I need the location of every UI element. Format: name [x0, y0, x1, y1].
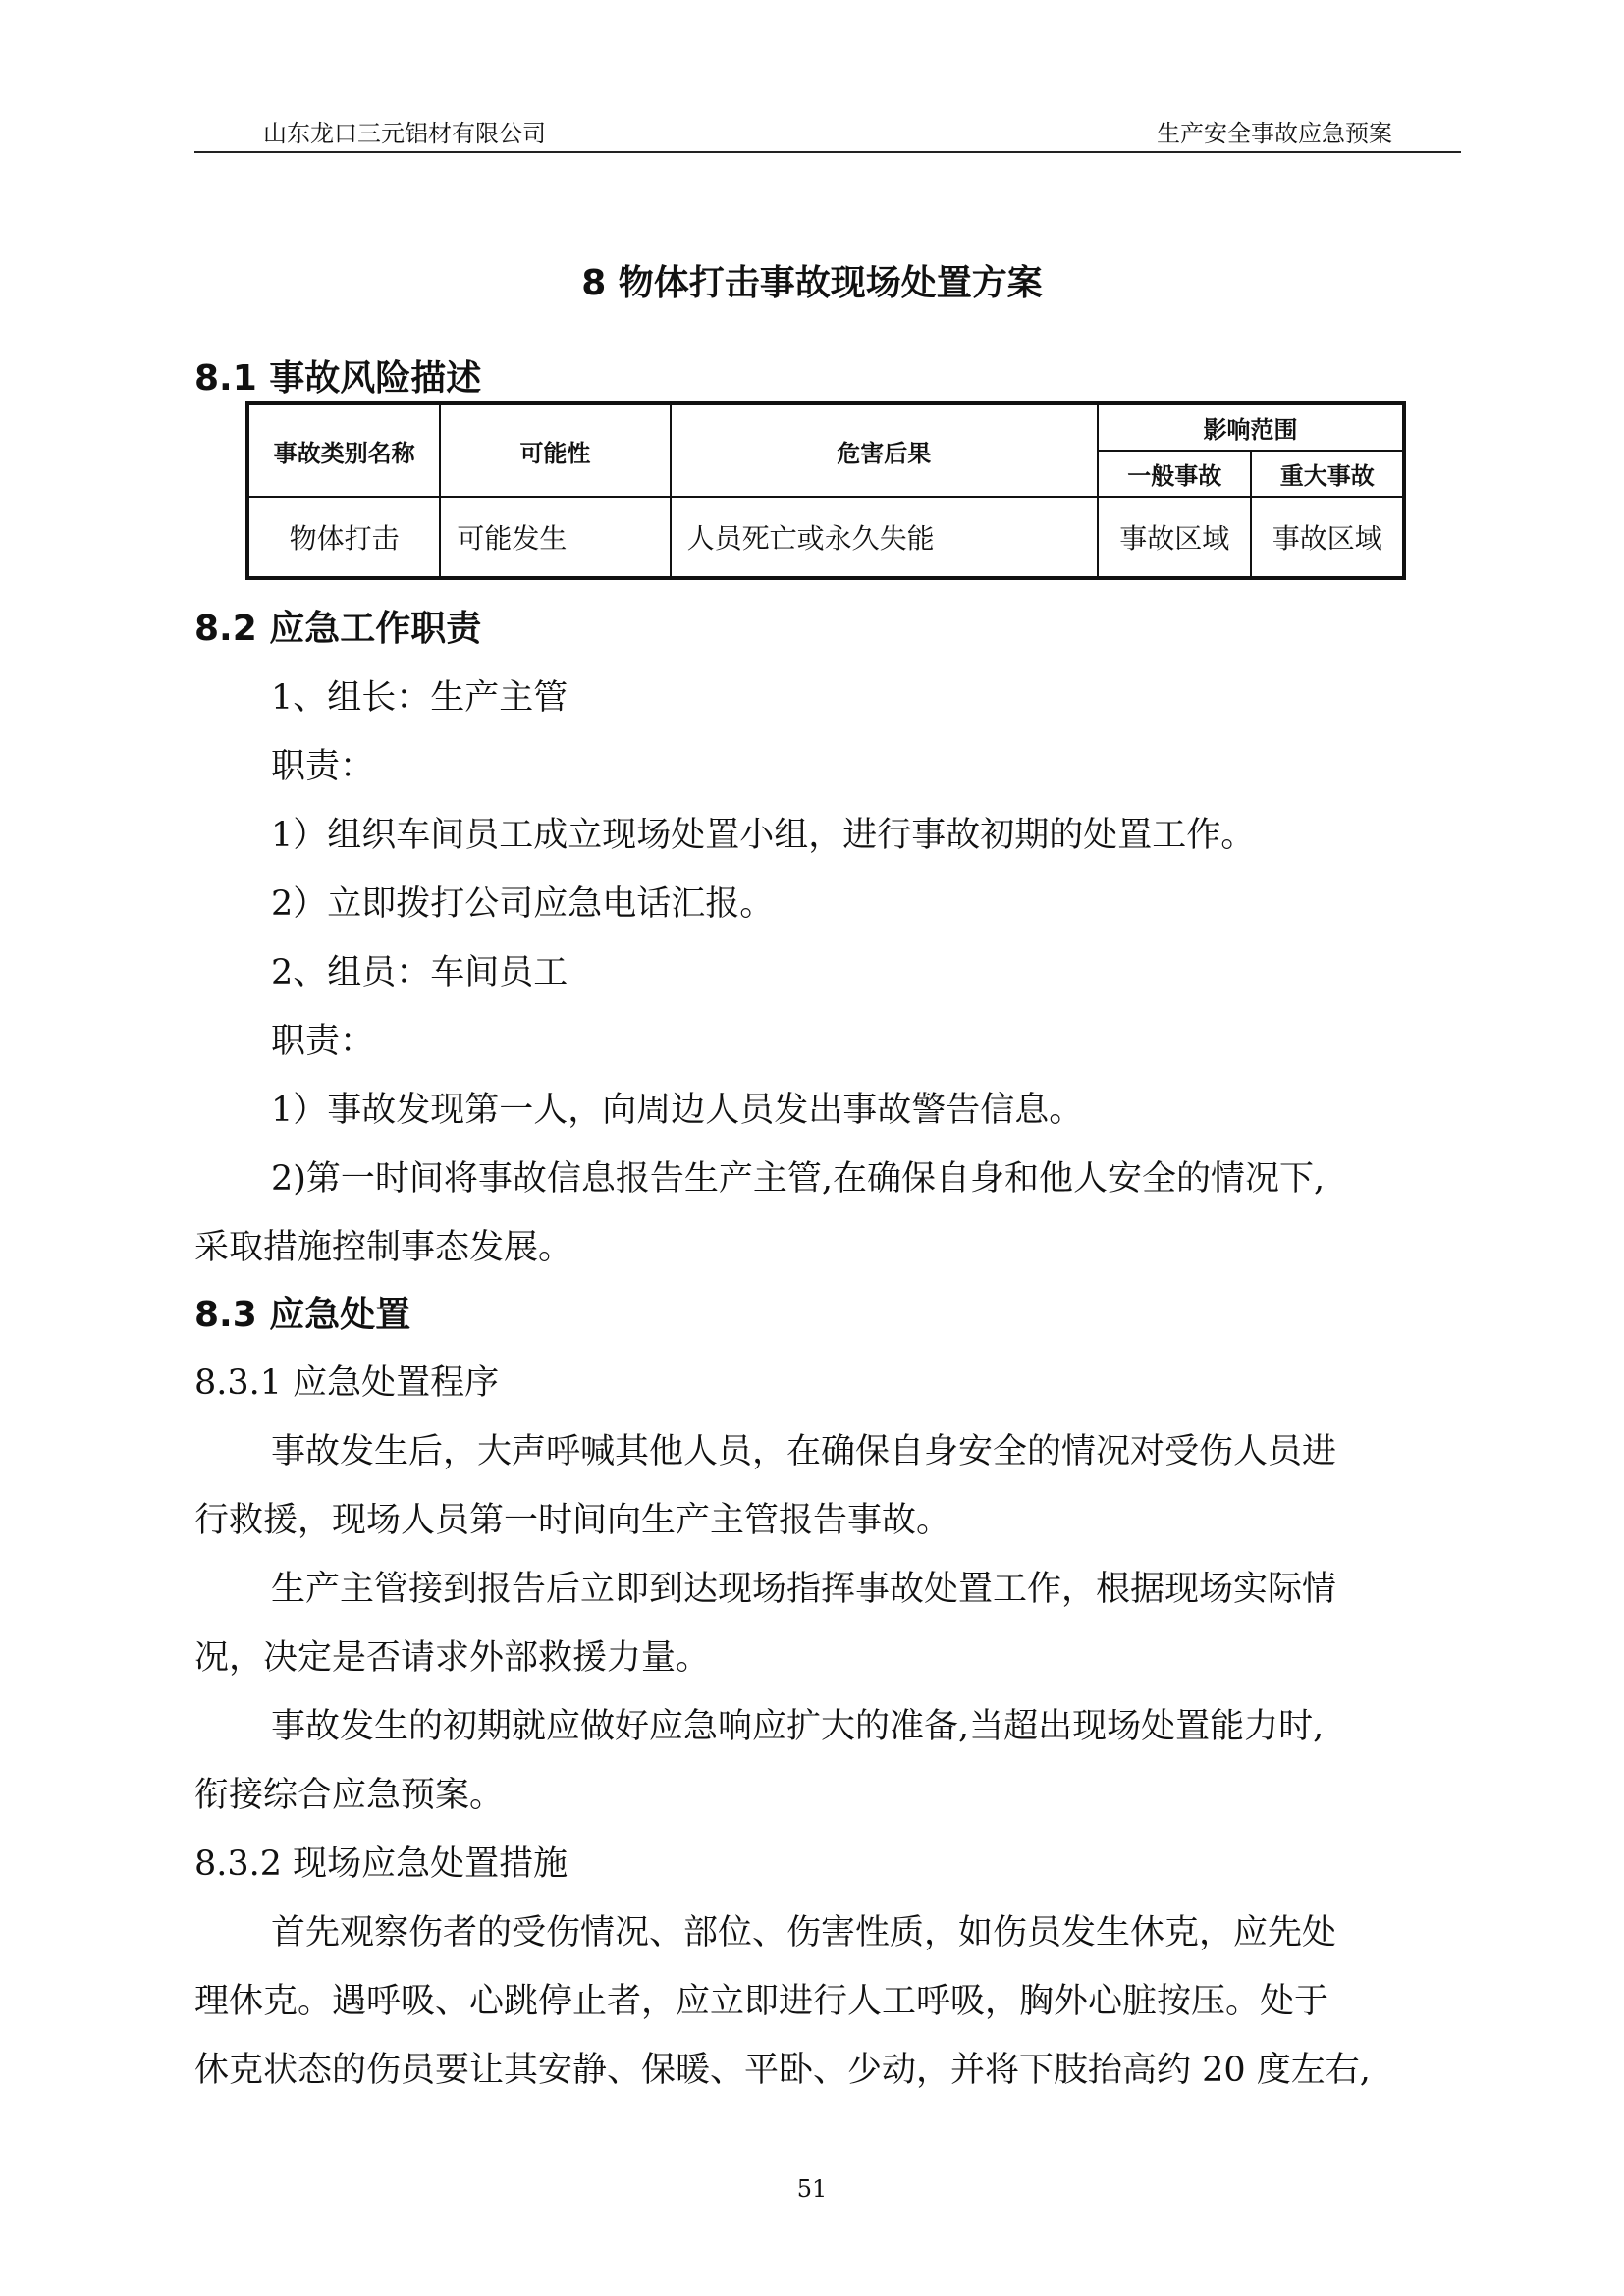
heading-8-3: 8.3 应急处置 [194, 1295, 411, 1335]
paragraph-line: 行救援，现场人员第一时间向生产主管报告事故。 [194, 1501, 951, 1540]
cell-type: 物体打击 [247, 497, 440, 578]
heading-8-2: 8.2 应急工作职责 [194, 609, 482, 649]
paragraph-line: 职责： [271, 1022, 375, 1061]
col-header-general: 一般事故 [1098, 451, 1251, 497]
subheading-8-3-1: 8.3.1 应急处置程序 [194, 1363, 500, 1403]
cell-possibility: 可能发生 [440, 497, 670, 578]
paragraph-line: 事故发生后，大声呼喊其他人员，在确保自身安全的情况对受伤人员进 [271, 1432, 1337, 1471]
page-number: 51 [796, 2175, 828, 2203]
table-row [247, 497, 1404, 578]
paragraph-line: 2）立即拨打公司应急电话汇报。 [271, 884, 775, 924]
paragraph-line: 职责： [271, 747, 375, 786]
cell-general: 事故区域 [1098, 497, 1251, 578]
company-name: 山东龙口三元铝材有限公司 [263, 120, 546, 147]
cell-major: 事故区域 [1251, 497, 1404, 578]
paragraph-line: 况，决定是否请求外部救援力量。 [194, 1638, 711, 1678]
document-title: 生产安全事故应急预案 [1157, 120, 1392, 147]
paragraph-line: 2、组员：车间员工 [271, 953, 568, 992]
paragraph-line: 1）组织车间员工成立现场处置小组，进行事故初期的处置工作。 [271, 816, 1256, 855]
paragraph-line: 首先观察伤者的受伤情况、部位、伤害性质，如伤员发生休克，应先处 [271, 1913, 1337, 1952]
section-title: 8 物体打击事故现场处置方案 [581, 263, 1043, 303]
paragraph-line: 生产主管接到报告后立即到达现场指挥事故处置工作，根据现场实际情 [271, 1570, 1337, 1609]
col-header-type: 事故类别名称 [247, 403, 440, 497]
col-header-scope: 影响范围 [1098, 403, 1404, 451]
page-header [194, 106, 1461, 153]
paragraph-line: 理休克。遇呼吸、心跳停止者，应立即进行人工呼吸，胸外心脏按压。处于 [194, 1982, 1329, 2021]
paragraph-line: 采取措施控制事态发展。 [194, 1228, 573, 1267]
col-header-consequence: 危害后果 [671, 403, 1098, 497]
risk-table [245, 401, 1406, 580]
heading-8-1: 8.1 事故风险描述 [194, 358, 482, 399]
table-header-row [247, 403, 1404, 451]
col-header-major: 重大事故 [1251, 451, 1404, 497]
paragraph-line: 衔接综合应急预案。 [194, 1776, 505, 1815]
paragraph-line: 1）事故发现第一人，向周边人员发出事故警告信息。 [271, 1091, 1084, 1130]
col-header-possibility: 可能性 [440, 403, 670, 497]
paragraph-line: 事故发生的初期就应做好应急响应扩大的准备,当超出现场处置能力时, [271, 1707, 1325, 1746]
paragraph-line: 1、组长：生产主管 [271, 678, 568, 718]
paragraph-line: 2)第一时间将事故信息报告生产主管,在确保自身和他人安全的情况下, [271, 1159, 1326, 1199]
paragraph-line: 休克状态的伤员要让其安静、保暖、平卧、少动，并将下肢抬高约 20 度左右, [194, 2051, 1371, 2090]
cell-consequence: 人员死亡或永久失能 [671, 497, 1098, 578]
subheading-8-3-2: 8.3.2 现场应急处置措施 [194, 1844, 568, 1884]
